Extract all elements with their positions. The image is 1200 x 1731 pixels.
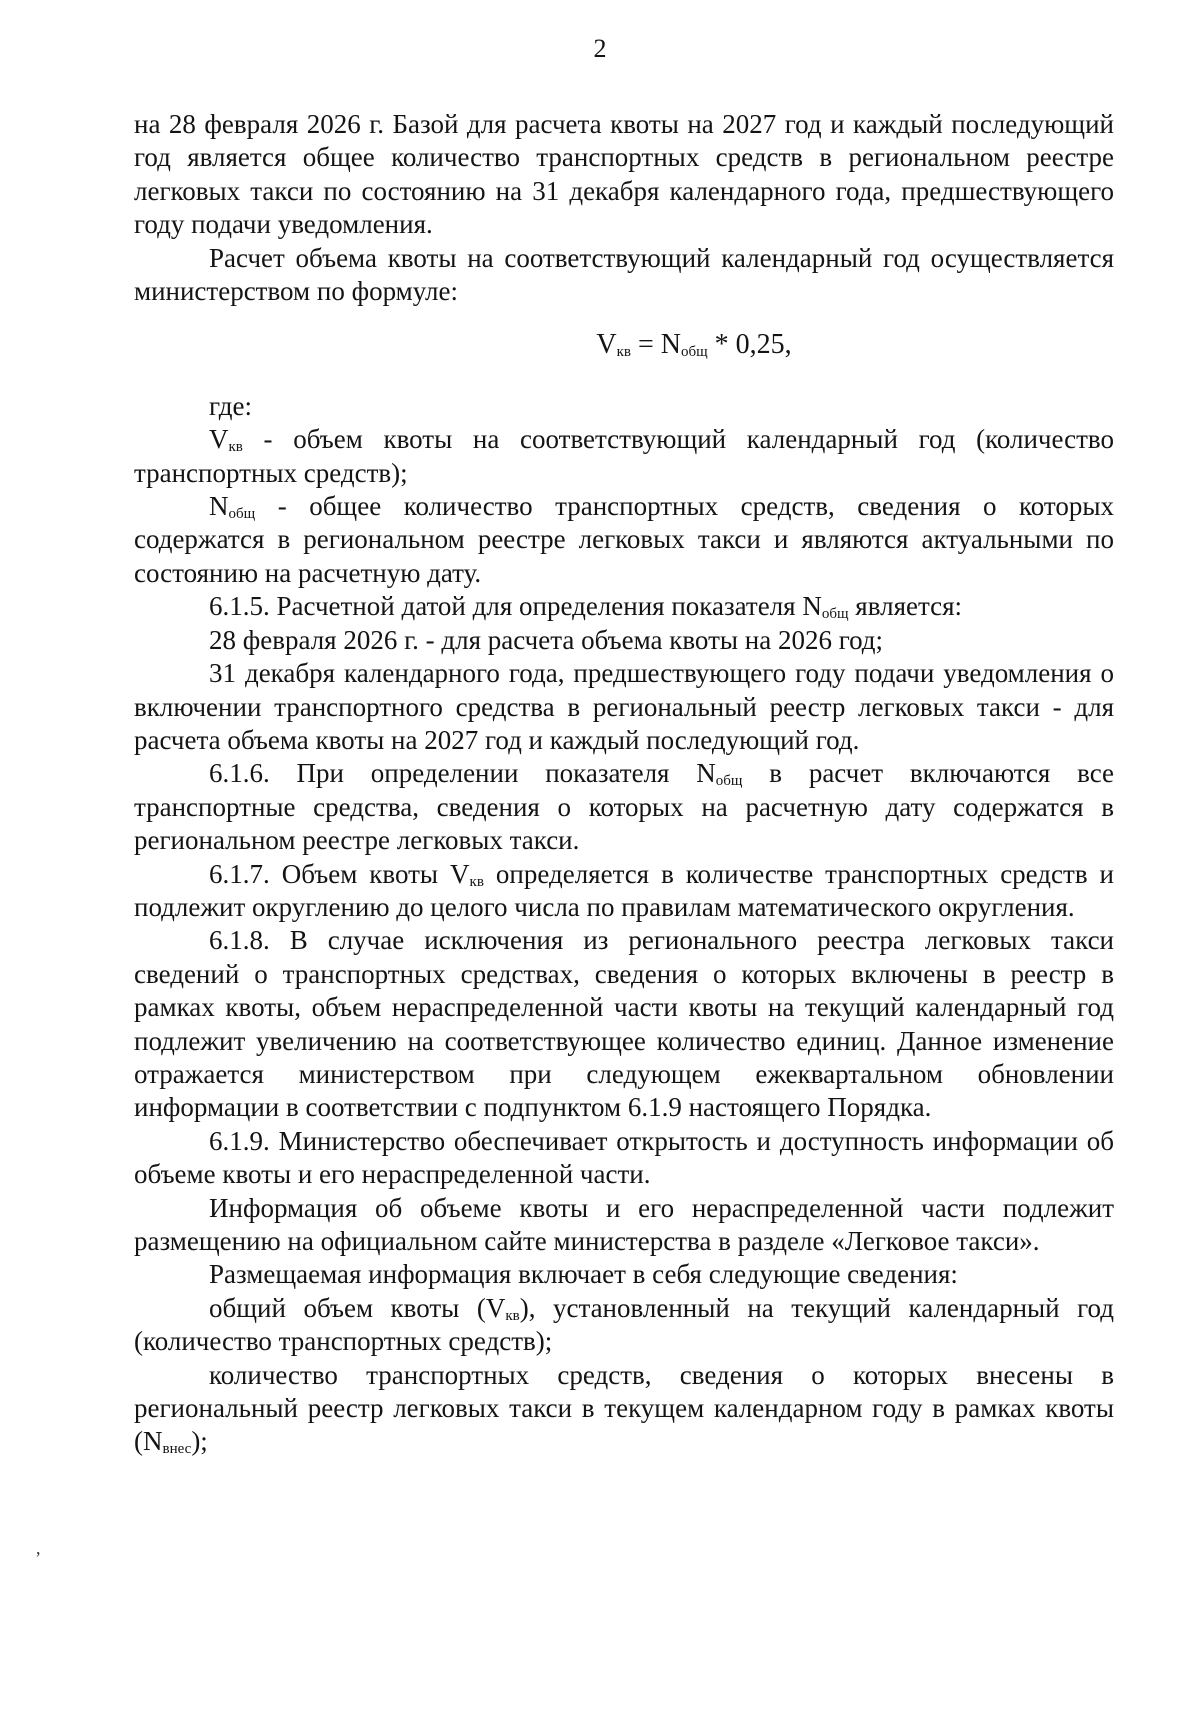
paragraph-includes: Размещаемая информация включает в себя следующие сведения: <box>209 1259 958 1290</box>
formula-n-subscript: общ <box>680 344 708 361</box>
def-v-symbol: V <box>209 424 229 455</box>
list-item-total-quota <box>134 1292 1114 1359</box>
document-body <box>134 108 1114 1459</box>
p616-text-end: в расчет включаются все транспортные средства, сведения о которых на расчетную дату содержатся в региональном реестре легковых такси. <box>134 758 1114 856</box>
formula-eq-n: = N <box>630 329 681 361</box>
paragraph-where: где: <box>209 390 252 421</box>
formula-v: V <box>596 329 617 361</box>
formula-rest: * 0,25, <box>707 329 792 361</box>
p615-subscript: общ <box>821 606 849 623</box>
formula-v-subscript: кв <box>616 344 631 361</box>
item-count-text: количество транспортных средств, сведения о которых внесены в региональный реестр легковых такси в текущем календарном году в рамках квоты (N <box>134 1359 1114 1457</box>
paragraph-6-1-9: 6.1.9. Министерство обеспечивает открытость и доступность информации об объеме квоты и его нераспределенной части. <box>134 1125 1114 1190</box>
p617-text-end: определяется в количестве транспортных средств и подлежит округлению до целого числа по правилам математического округления. <box>134 858 1114 922</box>
p617-text: 6.1.7. Объем квоты V <box>209 858 470 889</box>
quota-formula <box>134 328 1114 361</box>
p616-subscript: общ <box>715 773 743 790</box>
item-count-text-end: ); <box>191 1426 208 1457</box>
list-item-vehicle-count <box>134 1359 1114 1459</box>
page-number: 2 <box>593 34 607 63</box>
def-v-subscript: кв <box>228 439 243 456</box>
item-total-text-end: ), установленный на текущий календарный год (количество транспортных средств); <box>134 1292 1114 1357</box>
p615-text: 6.1.5. Расчетной датой для определения показателя N <box>209 591 822 622</box>
item-total-subscript: кв <box>505 1307 520 1324</box>
scan-mark: , <box>36 1538 41 1558</box>
item-total-text: общий объем квоты (V <box>209 1292 506 1323</box>
item-count-subscript: внес <box>162 1441 192 1458</box>
p617-subscript: кв <box>469 873 484 890</box>
def-n-text: - общее количество транспортных средств, сведения о которых содержатся в региональном реестре легковых такси и являются актуальными по состоянию на расчетную дату. <box>134 491 1114 588</box>
paragraph-6-1-5-b: 31 декабря календарного года, предшествующего году подачи уведомления о включении транспортного средства в региональный реестр легковых такси - для расчета объема квоты на 2027 год и каждый последующий год. <box>134 658 1114 755</box>
p616-text: 6.1.6. При определении показателя N <box>209 758 716 789</box>
paragraph-calculation: Расчет объема квоты на соответствующий календарный год осуществляется министерством по формуле: <box>134 242 1114 307</box>
paragraph-6-1-6 <box>134 757 1114 857</box>
paragraph-6-1-8: 6.1.8. В случае исключения из регионального реестра легковых такси сведений о транспортных средствах, сведения о которых включены в реестр в рамках квоты, объем нераспределенной части квоты на текущий календарный год подлежит увеличению на соответствующее количество единиц. Данное изменение отражается министерством при следующем ежеквартальном обновлении информации в соответствии с подпунктом 6.1.9 настоящего Порядка. <box>134 925 1114 1123</box>
paragraph-6-1-5-a: 28 февраля 2026 г. - для расчета объема квоты на 2026 год; <box>209 624 884 655</box>
paragraph-6-1-7 <box>134 858 1114 925</box>
def-n-symbol: N <box>209 491 229 522</box>
definition-n <box>134 490 1114 590</box>
def-n-subscript: общ <box>228 506 256 523</box>
definition-v <box>134 423 1114 490</box>
p615-text-end: является: <box>848 591 963 622</box>
def-v-text: - объем квоты на соответствующий календарный год (количество транспортных средств); <box>134 424 1114 488</box>
paragraph-intro: на 28 февраля 2026 г. Базой для расчета квоты на 2027 год и каждый последующий год является общее количество транспортных средств в региональном реестре легковых такси по состоянию на 31 декабря календарного года, предшествующего году подачи уведомления. <box>134 109 1114 240</box>
paragraph-6-1-5 <box>134 590 1114 623</box>
paragraph-info: Информация об объеме квоты и его нераспределенной части подлежит размещению на официальном сайте министерства в разделе «Легковое такси». <box>134 1192 1114 1256</box>
